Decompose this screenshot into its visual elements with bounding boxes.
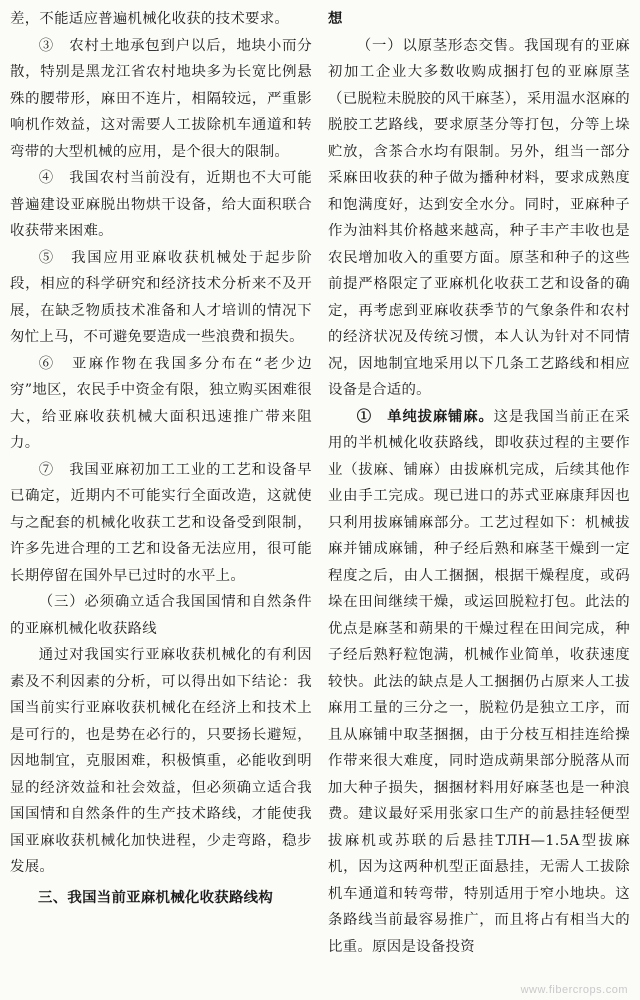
watermark: www.fibercrops.com — [520, 984, 628, 996]
paragraph: ④ 我国农村当前没有，近期也不大可能普遍建设亚麻脱出物烘干设备，给大面积联合收获带来困难。 — [10, 170, 312, 239]
left-column — [10, 6, 312, 911]
paragraph-body: 我国现有的亚麻初加工企业大多数收购成捆打包的亚麻原茎（已脱粒未脱胶的风干麻茎），采用温水沤麻的脱胶工艺路线，要求原茎分等打包，分等上垛贮放，含茶合水均有限制。另外，组当一部分采麻田收获的种子做为播种材料，要求成熟度和饱满度好，达到安全水分。同时，亚麻种子作为油料其价格越来越高，种子丰产丰收也是农民增加收入的重要方面。原茎和种子的这些前提严格限定了亚麻机化收获工艺和设备的确定，再考虑到亚麻收获季节的气象条件和农村的经济状况及传统习惯，本人认为针对不同情况，因地制宜地采用以下几条工艺路线和相应设备是合适的。 — [328, 37, 630, 398]
section-heading: 三、我国当前亚麻机械化收获路线构 — [38, 888, 274, 906]
paragraph — [328, 404, 630, 961]
paragraph: ⑤ 我国应用亚麻收获机械处于起步阶段，相应的科学研究和经济技术分析来不及开展，在缺乏物质技术准备和人才培训的情况下匆忙上马，不可避免要造成一些浪费和损失。 — [10, 249, 312, 345]
paragraph — [328, 33, 630, 404]
paragraph: ⑥ 亚麻作物在我国多分布在“老少边穷”地区，农民手中资金有限，独立购买困难很大，给亚麻收获机械大面积迅速推广带来阻力。 — [10, 355, 312, 451]
paragraph-body: 这是我国当前正在采用的半机械化收获路线，即收获过程的主要作业（拔麻、铺麻）由拔麻机完成，后续其他作业由手工完成。现已进口的苏式亚麻康拜因也只利用拔麻铺麻部分。工艺过程如下：机械拔麻并铺成麻铺，种子经后熟和麻茎干燥到一定程度之后，由人工捆捆，根据干燥程度，或码垛在田间继续干燥，或运回脱粒打包。此法的优点是麻茎和蒴果的干燥过程在田间完成，种子经后熟籽粒饱满，机械作业简单，收获速度较快。此法的缺点是人工捆捆仍占原来人工拔麻用工量的三分之一，脱粒仍是独立工序，而且从麻铺中取茎捆捆，由于分枝互相挂连给操作带来很大难度，同时造成蒴果部分脱落从而加大种子损失，捆捆材料用好麻茎也是一种浪费。建议最好采用张家口生产的前悬挂轻便型拔麻机或苏联的后悬挂TЛH—1.5A型拔麻机，因为这两种机型正面悬挂，无需人工拔除机车通道和转弯带，特别适用于窄小地块。这条路线当前最容易推广，而且将占有相当大的比重。原因是设备投资 — [328, 408, 630, 955]
paragraph: 差，不能适应普遍机械化收获的技术要求。 — [10, 11, 290, 27]
paragraph: ⑦ 我国亚麻初加工工业的工艺和设备早已确定，近期内不可能实行全面改造，这就使与之配套的机械化收获工艺和设备受到限制，许多先进合理的工艺和设备无法应用，很可能长期停留在国外早已过时的水平上。 — [10, 461, 312, 584]
section-subheading: （三）必须确立适合我国国情和自然条件的亚麻机械化收获路线 — [10, 594, 312, 637]
subsection-title: （一）以原茎形态交售。 — [356, 37, 525, 54]
heading-continuation: 想 — [328, 10, 343, 27]
item-title: ① 单纯拔麻铺麻。 — [356, 407, 494, 425]
right-column — [328, 6, 630, 960]
paragraph: ③ 农村土地承包到户以后，地块小而分散，特别是黑龙江省农村地块多为长宽比例悬殊的腰带形，麻田不连片，相隔较远，严重影响机作效益，这对需要人工拔除机车通道和转弯带的大型机械的应用，是个很大的限制。 — [10, 37, 312, 160]
paragraph: 通过对我国实行亚麻收获机械化的有利因素及不利因素的分析，可以得出如下结论：我国当前实行亚麻收获机械化在经济上和技术上是可行的，也是势在必行的，只要扬长避短，因地制宜，克服困难，积极慎重，必能收到明显的经济效益和社会效益，但必须确立适合我国国情和自然条件的生产技术路线，才能使我国亚麻收获机械化加快进程，少走弯路，稳步发展。 — [10, 647, 312, 875]
